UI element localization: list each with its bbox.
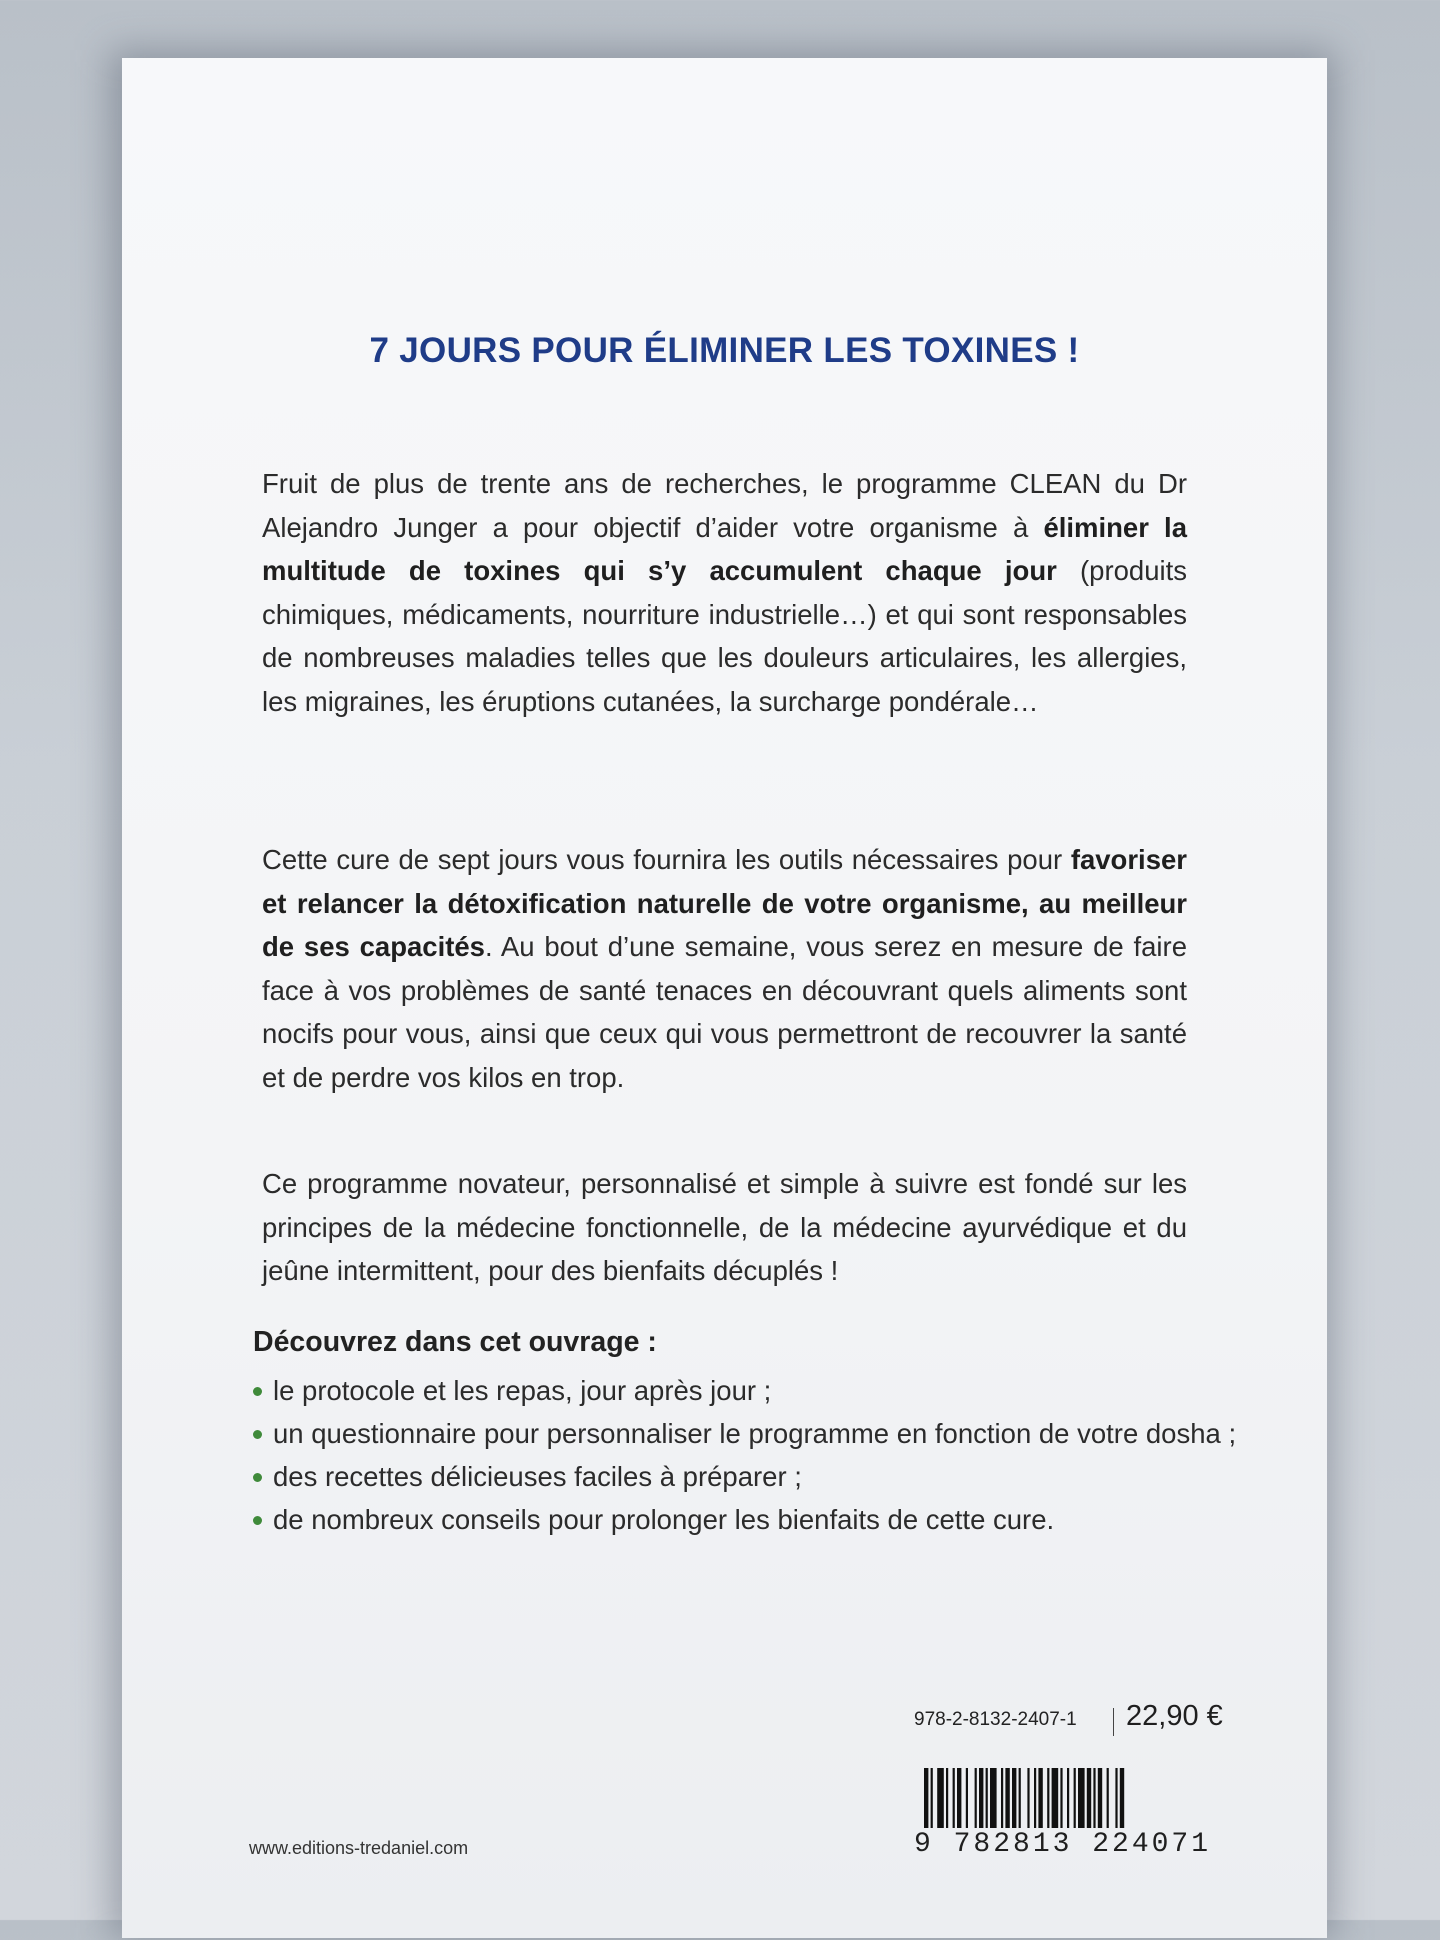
isbn: 978-2-8132-2407-1	[914, 1709, 1077, 1730]
barcode-bar	[979, 1768, 983, 1828]
paragraph-cure-text1: Cette cure de sept jours vous fournira les outils nécessaires pour	[262, 844, 1071, 875]
barcode-bar	[953, 1768, 955, 1828]
barcode-bar	[946, 1768, 948, 1828]
barcode-bar	[1034, 1768, 1036, 1828]
list-item: un questionnaire pour personnaliser le programme en fonction de votre dosha ;	[253, 1412, 1253, 1455]
barcode-bar	[1098, 1768, 1102, 1828]
barcode-bar	[1093, 1768, 1095, 1828]
paragraph-program: Ce programme novateur, personnalisé et simple à suivre est fondé sur les principes de la médecine fonctionnelle, de la médecine ayurvédique et du jeûne intermittent, pour des bienfaits décuplés !	[262, 1168, 1187, 1286]
barcode-bar	[1012, 1768, 1016, 1828]
paragraph-cure-bold: favoriser et relancer la détoxification naturelle de votre organisme, au meilleur de ses capacités	[262, 844, 1187, 962]
list-item: de nombreux conseils pour prolonger les bienfaits de cette cure.	[253, 1498, 1253, 1541]
book-back-cover	[122, 58, 1327, 1938]
website-url: www.editions-tredaniel.com	[249, 1838, 469, 1858]
list-item: le protocole et les repas, jour après jour ;	[253, 1369, 1253, 1412]
barcode-bar	[931, 1768, 933, 1828]
barcode-bar	[957, 1768, 961, 1828]
headline: 7 JOURS POUR ÉLIMINER LES TOXINES !	[369, 331, 1080, 370]
paragraph-intro-text1: Fruit de plus de trente ans de recherches, le programme CLEAN du Dr Alejandro Junger a pour objectif d’aider votre organisme à	[262, 468, 1187, 543]
barcode-bar	[1087, 1768, 1091, 1828]
bullet-list	[253, 1369, 1253, 1541]
paragraph-intro-bold: éliminer la multitude de toxines qui s’y accumulent chaque jour	[262, 511, 1187, 586]
barcode-bar	[990, 1768, 997, 1828]
barcode-bar	[1067, 1768, 1069, 1828]
barcode-bar	[1074, 1768, 1076, 1828]
barcode-bar	[1115, 1768, 1117, 1828]
barcode-bar	[937, 1768, 944, 1828]
bullet-dot-icon	[253, 1473, 262, 1482]
barcode-bar	[1120, 1768, 1124, 1828]
paragraph-intro-text2: (produits chimiques, médicaments, nourriture industrielle…) et qui sont responsables de nombreuses maladies telles que les douleurs articulaires, les allergies, les migraines, les éruptions cutanées, la surcharge pondérale…	[262, 555, 1187, 717]
bullet-dot-icon	[253, 1516, 262, 1525]
price: 22,90 €	[1126, 1700, 1223, 1732]
paragraph-cure-text2: . Au bout d’une semaine, vous serez en mesure de faire face à vos problèmes de santé tenaces en découvrant quels aliments sont nocifs pour vous, ainsi que ceux qui vous permettront de recouvrer la santé et de perdre vos kilos en trop.	[262, 931, 1187, 1093]
barcode-bar	[924, 1768, 928, 1828]
barcode-icon	[922, 1768, 1222, 1828]
barcode-bar	[1060, 1768, 1062, 1828]
discover-heading: Découvrez dans cet ouvrage :	[253, 1326, 657, 1358]
bullet-dot-icon	[253, 1430, 262, 1439]
barcode-digits: 9 782813 224071	[914, 1829, 1212, 1860]
barcode-bar	[986, 1768, 988, 1828]
paragraph-cure	[262, 838, 1187, 1099]
bullet-dot-icon	[253, 1387, 262, 1396]
barcode-bar	[1005, 1768, 1009, 1828]
barcode-bar	[1052, 1768, 1059, 1828]
barcode-bar	[975, 1768, 977, 1828]
barcode-bar	[1019, 1768, 1021, 1828]
barcode-bar	[1047, 1768, 1049, 1828]
list-item: des recettes délicieuses faciles à préparer ;	[253, 1455, 1253, 1498]
barcode-bar	[1107, 1768, 1109, 1828]
barcode-bar	[1027, 1768, 1029, 1828]
price-divider	[1113, 1708, 1114, 1736]
barcode-bar	[1038, 1768, 1042, 1828]
barcode-bar	[1078, 1768, 1085, 1828]
paragraph-intro	[262, 462, 1187, 723]
barcode-bar	[1001, 1768, 1003, 1828]
barcode-bar	[966, 1768, 968, 1828]
